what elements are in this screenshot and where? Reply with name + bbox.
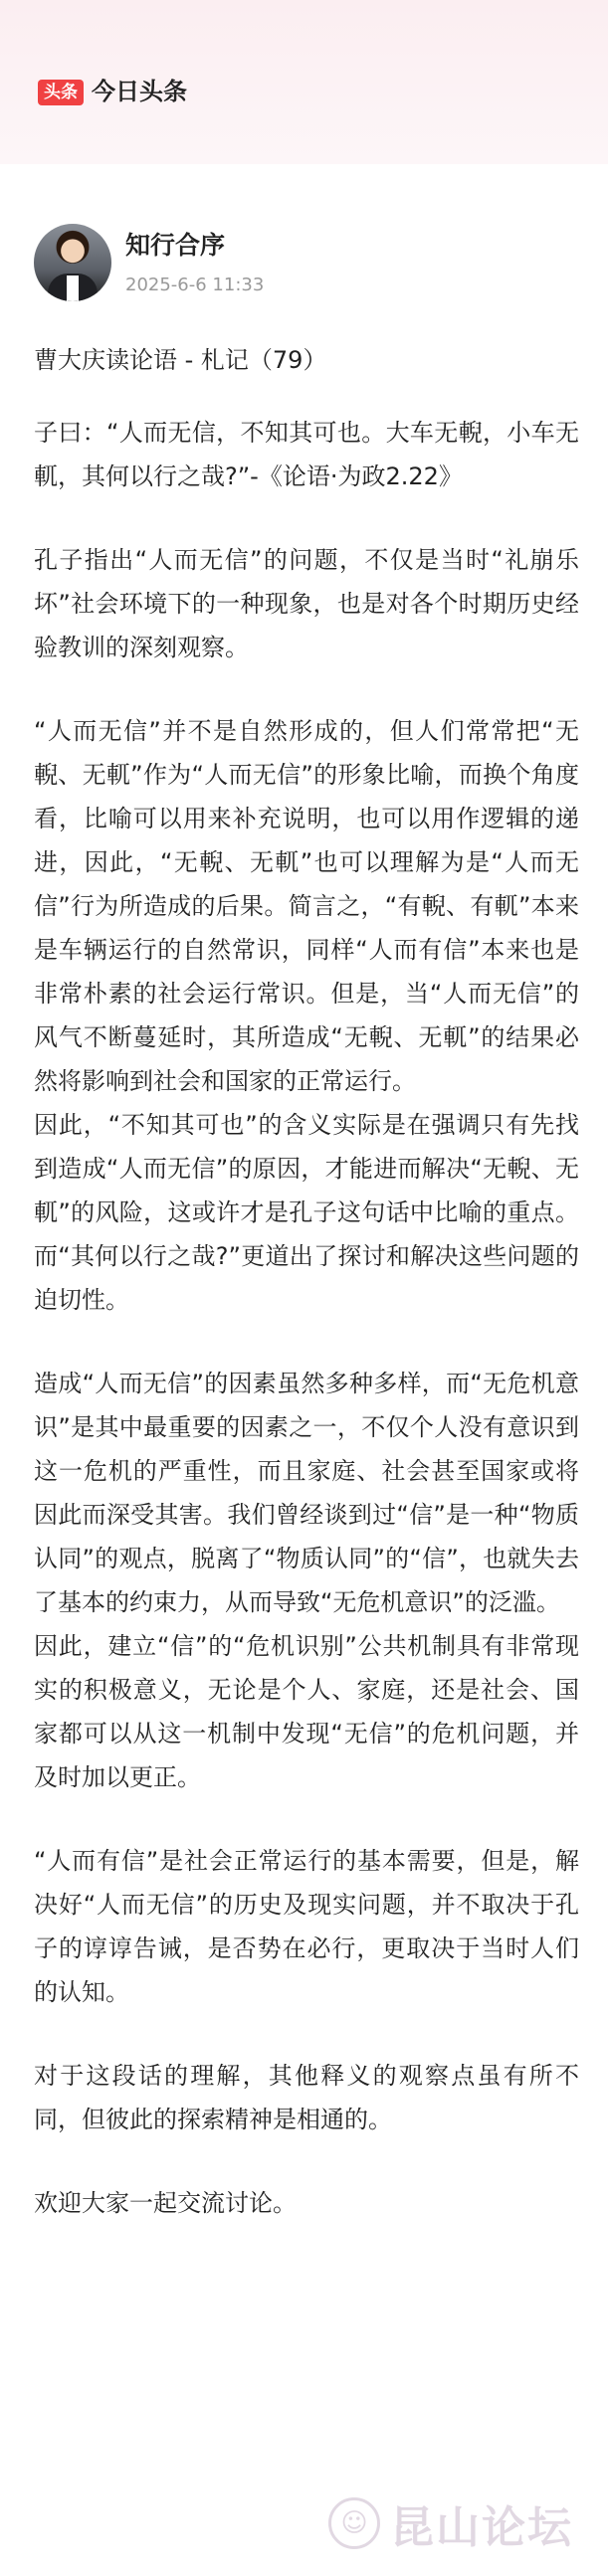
article-title: 曹大庆读论语 - 札记（79）: [34, 346, 327, 374]
article-paragraph: “人而有信”是社会正常运行的基本需要，但是，解决好“人而无信”的历史及现实问题，并不取决于孔子的谆谆告诫，是否势在必行，更取决于当时人们的认知。: [34, 1847, 579, 2006]
author-name[interactable]: 知行合序: [125, 231, 226, 260]
forum-watermark: [328, 2491, 573, 2555]
article-paragraph: 子曰：“人而无信，不知其可也。大车无輗，小车无軏，其何以行之哉?”-《论语·为政2.22》: [34, 419, 579, 490]
article-paragraph: 对于这段话的理解，其他释义的观察点虽有所不同，但彼此的探索精神是相通的。: [34, 2062, 579, 2133]
article-paragraph: “人而无信”并不是自然形成的，但人们常常把“无輗、无軏”作为“人而无信”的形象比喻，而换个角度看，比喻可以用来补充说明，也可以用作逻辑的递进，因此，“无輗、无軏”也可以理解为是“人而无信”行为所造成的后果。简言之，“有輗、有軏”本来是车辆运行的自然常识，同样“人而有信”本来也是非常朴素的社会运行常识。但是，当“人而无信”的风气不断蔓延时，其所造成“无輗、无軏”的结果必然将影响到社会和国家的正常运行。: [34, 717, 579, 1095]
forum-logo-icon: ☺: [328, 2497, 380, 2549]
article-paragraph: 孔子指出“人而无信”的问题，不仅是当时“礼崩乐坏”社会环境下的一种现象，也是对各个时期历史经验教训的深刻观察。: [34, 546, 579, 661]
watermark-text: 昆山论坛: [390, 2502, 573, 2553]
app-header: [0, 0, 608, 164]
avatar-shirt: [67, 276, 79, 301]
publish-time: 2025-6-6 11:33: [125, 275, 265, 295]
author-avatar[interactable]: [34, 224, 111, 301]
article-paragraph: 造成“人而无信”的因素虽然多种多样，而“无危机意识”是其中最重要的因素之一，不仅个人没有意识到这一危机的严重性，而且家庭、社会甚至国家或将因此而深受其害。我们曾经谈到过“信”是一种“物质认同”的观点，脱离了“物质认同”的“信”，也就失去了基本的约束力，从而导致“无危机意识”的泛滥。: [34, 1370, 579, 1616]
article-paragraph: 因此，建立“信”的“危机识别”公共机制具有非常现实的积极意义，无论是个人、家庭，还是社会、国家都可以从这一机制中发现“无信”的危机问题，并及时加以更正。: [34, 1632, 579, 1791]
article-body: [34, 343, 579, 2225]
app-name[interactable]: 今日头条: [92, 78, 187, 105]
toutiao-logo-badge[interactable]: 头条: [38, 80, 84, 105]
article-paragraph: 因此，“不知其可也”的含义实际是在强调只有先找到造成“人而无信”的原因，才能进而解决“无輗、无軏”的风险，这或许才是孔子这句话中比喻的重点。而“其何以行之哉?”更道出了探讨和解决这些问题的迫切性。: [34, 1111, 579, 1314]
article-paragraph: 欢迎大家一起交流讨论。: [34, 2189, 297, 2217]
